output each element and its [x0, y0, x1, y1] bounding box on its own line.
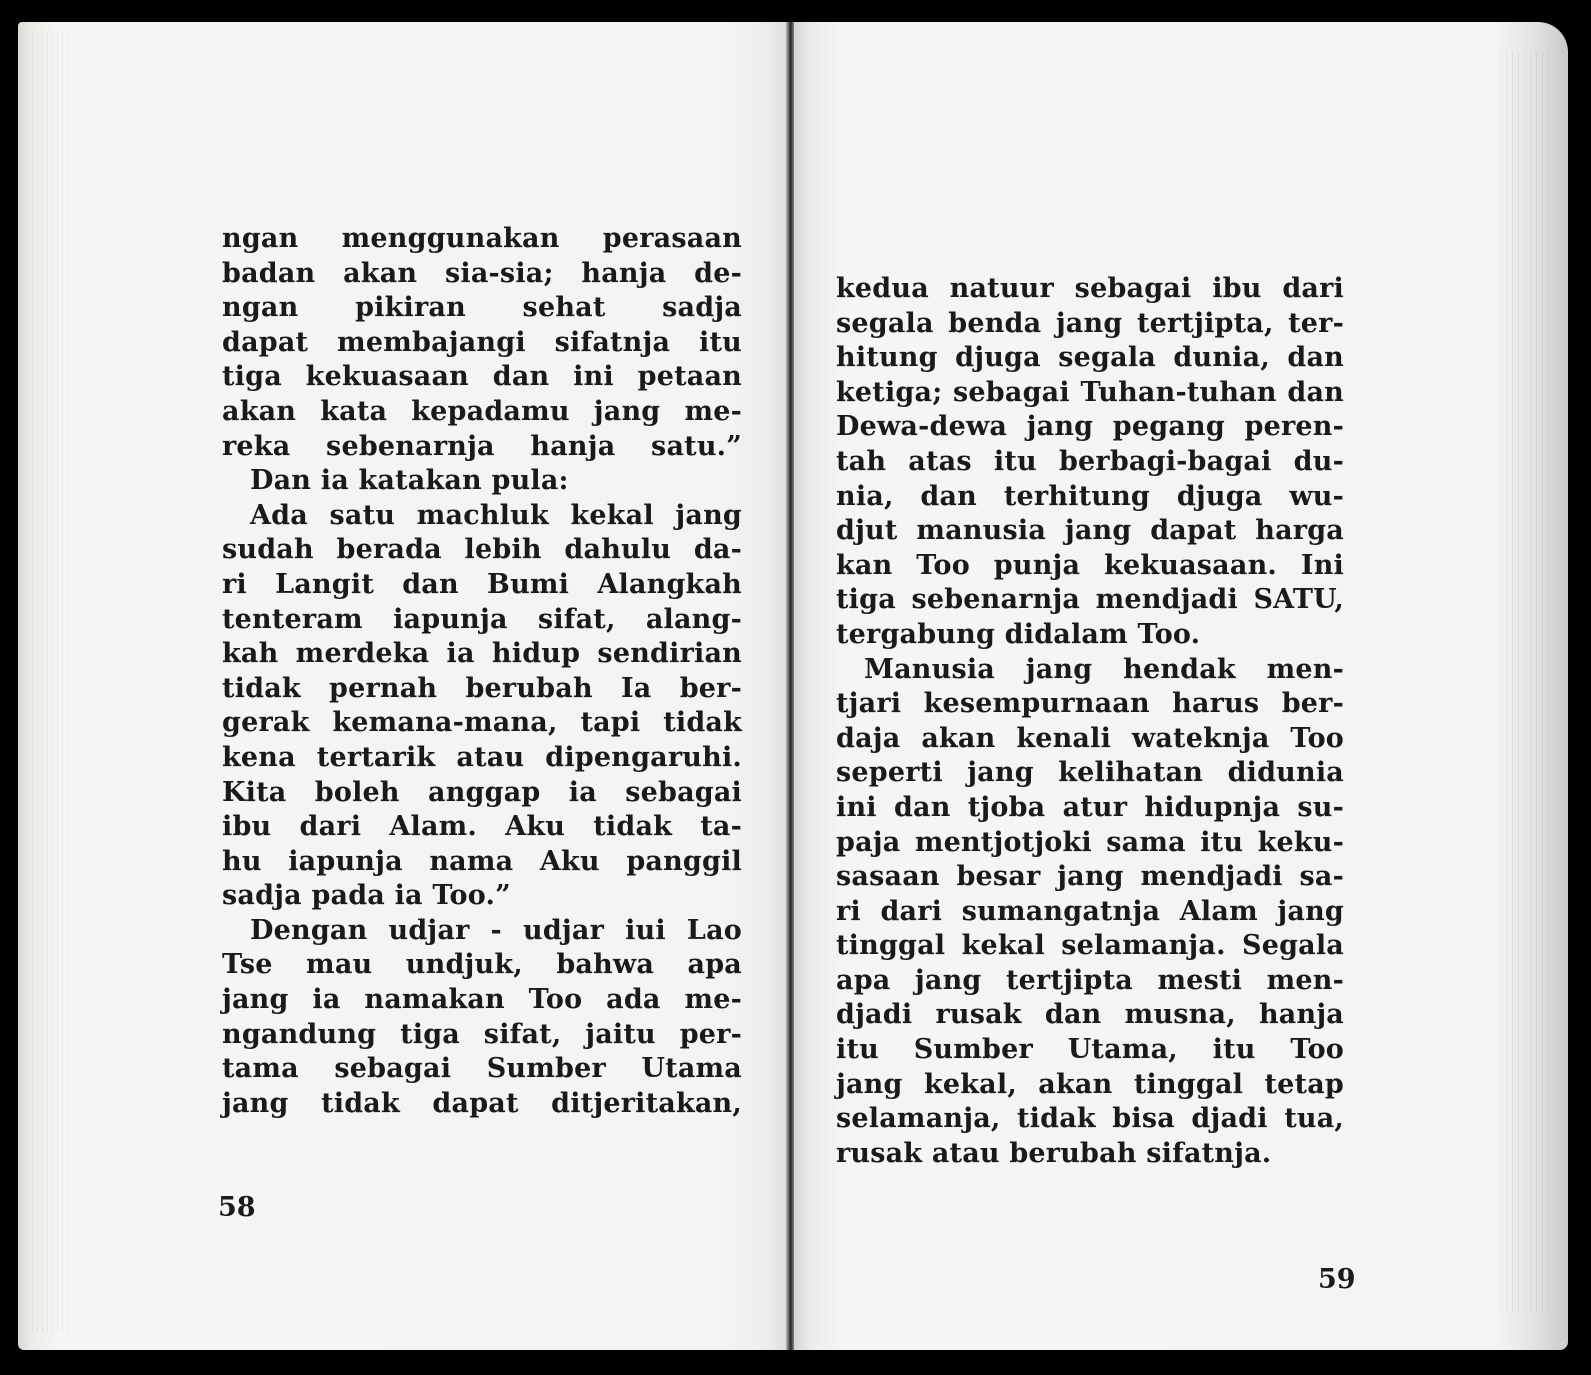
text-line: seperti jang kelihatan didunia: [836, 757, 1344, 789]
text-line: ini dan tjoba atur hidupnja su-: [836, 791, 1344, 823]
text-line: kena tertarik atau dipengaruhi.: [222, 741, 742, 773]
open-book: [18, 22, 1568, 1350]
text-line: Dengan udjar - udjar iui Lao: [250, 914, 742, 946]
text-line: dapat membajangi sifatnja itu: [222, 326, 742, 358]
text-line: tjari kesempurnaan harus ber-: [836, 688, 1344, 720]
text-line: gerak kemana-mana, tapi tidak: [222, 707, 742, 739]
text-line: Ada satu machluk kekal jang: [250, 499, 742, 531]
text-line: tenteram iapunja sifat, alang-: [222, 603, 742, 635]
text-line: akan kata kepadamu jang me-: [222, 395, 742, 427]
text-line: nia, dan terhitung djuga wu-: [836, 480, 1344, 512]
text-line: selamanja, tidak bisa djadi tua,: [836, 1103, 1344, 1135]
text-line: hitung djuga segala dunia, dan: [836, 342, 1344, 374]
text-line: reka sebenarnja hanja satu.”: [222, 430, 742, 462]
page-edge-texture: [32, 32, 72, 1332]
text-line: jang kekal, akan tinggal tetap: [836, 1068, 1344, 1100]
text-line: Dan ia katakan pula:: [250, 465, 569, 497]
text-line: tergabung didalam Too.: [836, 618, 1201, 650]
page-number: 58: [218, 1192, 256, 1223]
left-page: [18, 22, 788, 1350]
text-line: hu iapunja nama Aku panggil: [222, 845, 742, 877]
text-line: tidak pernah berubah Ia ber-: [222, 672, 742, 704]
text-line: Tse mau undjuk, bahwa apa: [222, 949, 742, 981]
right-page: [794, 22, 1568, 1350]
text-line: Kita boleh anggap ia sebagai: [222, 776, 742, 808]
text-line: tinggal kekal selamanja. Segala: [836, 930, 1344, 962]
text-line: tiga kekuasaan dan ini petaan: [222, 361, 742, 393]
text-line: badan akan sia-sia; hanja de-: [222, 257, 742, 289]
text-line: kah merdeka ia hidup sendirian: [222, 638, 742, 670]
text-line: ngan menggunakan perasaan: [222, 223, 742, 254]
text-line: ri dari sumangatnja Alam jang: [836, 895, 1344, 927]
text-line: jang tidak dapat ditjeritakan,: [222, 1087, 742, 1119]
text-line: kan Too punja kekuasaan. Ini: [836, 549, 1344, 581]
text-line: sudah berada lebih dahulu da-: [222, 534, 742, 566]
right-page-text: [836, 272, 1344, 1171]
page-number: 59: [1318, 1264, 1356, 1295]
text-line: ngan pikiran sehat sadja: [222, 292, 742, 324]
text-line: rusak atau berubah sifatnja.: [836, 1137, 1272, 1169]
text-line: djadi rusak dan musna, hanja: [836, 999, 1344, 1031]
text-line: sasaan besar jang mendjadi sa-: [836, 861, 1344, 893]
text-line: tiga sebenarnja mendjadi SATU,: [836, 584, 1344, 616]
text-line: ketiga; sebagai Tuhan-tuhan dan: [836, 376, 1344, 408]
text-line: daja akan kenali wateknja Too: [836, 722, 1344, 754]
text-line: ri Langit dan Bumi Alangkah: [222, 568, 742, 600]
text-line: paja mentjotjoki sama itu keku-: [836, 826, 1344, 858]
text-line: djut manusia jang dapat harga: [836, 515, 1344, 547]
text-line: Manusia jang hendak men-: [864, 653, 1344, 685]
text-line: kedua natuur sebagai ibu dari: [836, 273, 1344, 304]
text-line: apa jang tertjipta mesti men-: [836, 964, 1344, 996]
text-line: tama sebagai Sumber Utama: [222, 1053, 742, 1085]
text-line: ngandung tiga sifat, jaitu per-: [222, 1018, 742, 1050]
text-line: itu Sumber Utama, itu Too: [836, 1034, 1344, 1066]
text-line: segala benda jang tertjipta, ter-: [836, 307, 1344, 339]
page-edge-texture: [1500, 52, 1550, 1312]
text-line: ibu dari Alam. Aku tidak ta-: [222, 811, 742, 843]
text-line: jang ia namakan Too ada me-: [222, 984, 742, 1016]
text-line: Dewa-dewa jang pegang peren-: [836, 411, 1344, 443]
left-page-text: [222, 222, 742, 1121]
text-line: sadja pada ia Too.”: [222, 880, 511, 912]
text-line: tah atas itu berbagi-bagai du-: [836, 445, 1344, 477]
